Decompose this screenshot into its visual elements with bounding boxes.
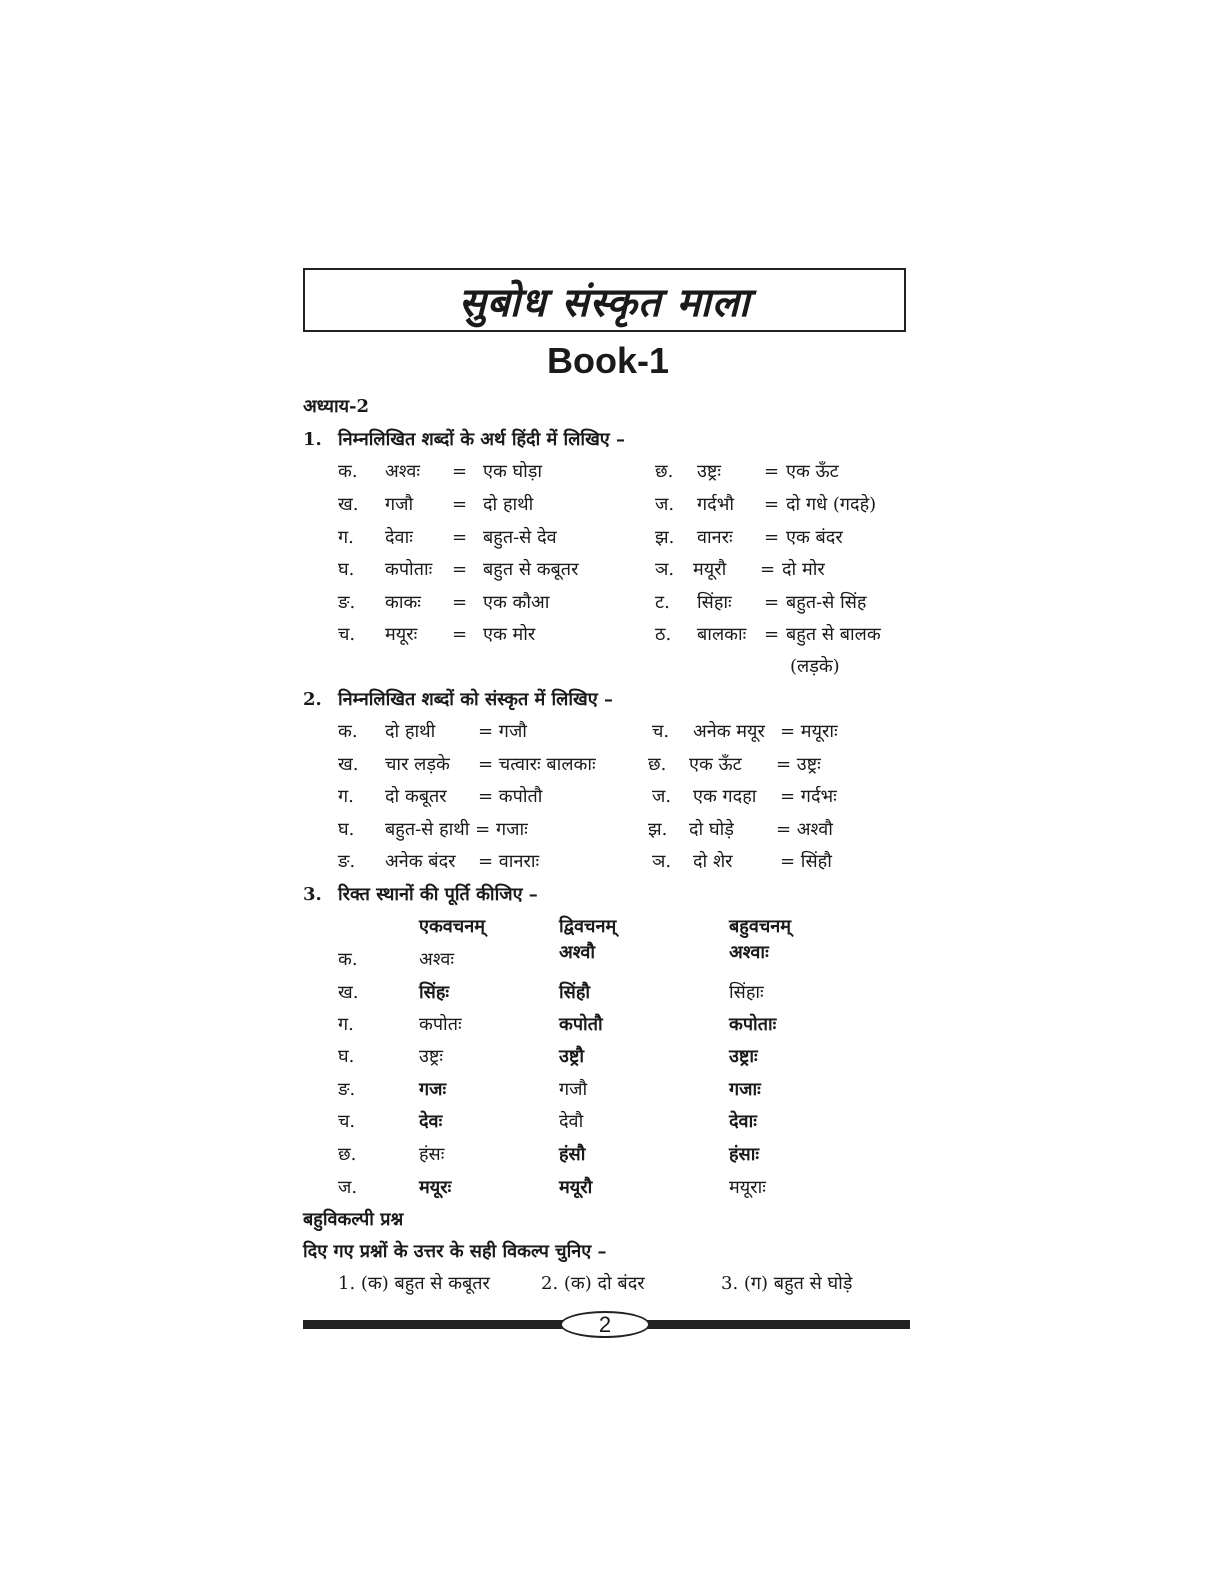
- q1-item-meaning: बहुत-से देव: [483, 527, 557, 548]
- q2-item-label: ज.: [652, 786, 672, 807]
- q1-item-equals: =: [764, 494, 780, 515]
- column-header-plural: बहुवचनम्: [729, 916, 792, 937]
- q2-item-answer: = अश्वौ: [776, 819, 833, 840]
- q1-item-label: ञ.: [655, 559, 675, 580]
- singular-cell: सिंहः: [419, 982, 450, 1003]
- series-title-box: [303, 268, 906, 332]
- q2-item-answer: = वानराः: [478, 851, 540, 872]
- dual-cell: मयूरौ: [559, 1177, 593, 1198]
- q1-item-meaning: एक घोड़ा: [483, 461, 543, 482]
- singular-cell: अश्वः: [419, 949, 455, 970]
- q3-number: 3.: [303, 884, 322, 905]
- q1-item-word: कपोताः: [385, 559, 433, 580]
- singular-cell: मयूरः: [419, 1177, 452, 1198]
- dual-cell: गजौ: [559, 1079, 588, 1100]
- q2-number: 2.: [303, 689, 322, 710]
- mcq-answer: 1. (क) बहुत से कबूतर: [338, 1273, 490, 1294]
- q2-item-answer: = सिंहौ: [780, 851, 832, 872]
- q1-item-label: च.: [338, 624, 356, 645]
- q1-question: निम्नलिखित शब्दों के अर्थ हिंदी में लिखिए –: [338, 429, 626, 450]
- column-header-singular: एकवचनम्: [419, 916, 485, 937]
- q2-item-label: घ.: [338, 819, 355, 840]
- q1-item-word: मयूरौ: [693, 559, 727, 580]
- q2-item-phrase: एक गदहा: [693, 786, 757, 807]
- q1-item-label: छ.: [655, 461, 674, 482]
- q1-item-meaning: एक कौआ: [483, 592, 550, 613]
- plural-cell: कपोताः: [729, 1014, 777, 1035]
- row-label: ज.: [338, 1177, 358, 1198]
- q2-item-label: ख.: [338, 754, 359, 775]
- q1-item-meaning: बहुत से कबूतर: [483, 559, 579, 580]
- q1-item-equals: =: [452, 624, 468, 645]
- q1-item-label: ख.: [338, 494, 359, 515]
- q1-item-meaning: दो मोर: [782, 559, 825, 580]
- plural-cell: गजाः: [729, 1079, 761, 1100]
- q1-item-label: ट.: [655, 592, 670, 613]
- q2-item-label: ग.: [338, 786, 354, 807]
- mcq-answer: 2. (क) दो बंदर: [541, 1273, 645, 1294]
- dual-cell: हंसौ: [559, 1144, 586, 1165]
- plural-cell: देवाः: [729, 1111, 757, 1132]
- dual-cell: सिंहौ: [559, 982, 591, 1003]
- q1-item-meaning-continuation: (लड़के): [790, 656, 840, 677]
- q1-item-equals: =: [764, 592, 780, 613]
- row-label: च.: [338, 1111, 356, 1132]
- plural-cell: उष्ट्राः: [729, 1046, 758, 1067]
- row-label: क.: [338, 949, 358, 970]
- q2-item-label: छ.: [648, 754, 667, 775]
- q1-item-word: सिंहाः: [697, 592, 732, 613]
- mcq-answer: 3. (ग) बहुत से घोड़े: [721, 1273, 853, 1294]
- dual-cell: कपोतौ: [559, 1014, 603, 1035]
- row-label: ग.: [338, 1014, 354, 1035]
- q1-item-equals: =: [452, 559, 468, 580]
- q1-number: 1.: [303, 429, 322, 450]
- mcq-heading: बहुविकल्पी प्रश्न: [303, 1209, 404, 1230]
- q2-item-label: क.: [338, 721, 358, 742]
- series-title: सुबोध संस्कृत माला: [458, 279, 751, 326]
- q1-item-equals: =: [452, 494, 468, 515]
- page-number: 2: [598, 1311, 612, 1337]
- q2-item-phrase: दो हाथी: [385, 721, 436, 742]
- q1-item-meaning: दो हाथी: [483, 494, 534, 515]
- q2-item-phrase: दो शेर: [693, 851, 733, 872]
- q2-item-phrase: दो घोड़े: [689, 819, 734, 840]
- q1-item-meaning: दो गधे (गदहे): [786, 494, 877, 515]
- q2-item-answer: = गजौ: [478, 721, 527, 742]
- q1-item-word: वानरः: [697, 527, 733, 548]
- q1-item-word: गजौ: [385, 494, 414, 515]
- q2-item-phrase: दो कबूतर: [385, 786, 447, 807]
- q1-item-meaning: एक मोर: [483, 624, 536, 645]
- q1-item-label: ज.: [655, 494, 675, 515]
- q1-item-word: बालकाः: [697, 624, 747, 645]
- plural-cell: मयूराः: [729, 1177, 766, 1198]
- q2-item-answer: = मयूराः: [780, 721, 838, 742]
- q1-item-word: मयूरः: [385, 624, 418, 645]
- singular-cell: उष्ट्रः: [419, 1046, 444, 1067]
- q2-item-label: ञ.: [652, 851, 672, 872]
- q2-item-answer: = चत्वारः बालकाः: [478, 754, 596, 775]
- singular-cell: गजः: [419, 1079, 447, 1100]
- page-number-badge: [560, 1311, 650, 1338]
- q2-item-phrase: अनेक मयूर: [693, 721, 765, 742]
- q1-item-meaning: एक ऊँट: [786, 461, 839, 482]
- dual-cell: देवौ: [559, 1111, 584, 1132]
- row-label: छ.: [338, 1144, 357, 1165]
- q1-item-equals: =: [760, 559, 776, 580]
- q2-item-label: ङ.: [338, 851, 356, 872]
- q1-item-label: ठ.: [655, 624, 672, 645]
- q1-item-label: ग.: [338, 527, 354, 548]
- q1-item-label: क.: [338, 461, 358, 482]
- row-label: घ.: [338, 1046, 355, 1067]
- q1-item-label: झ.: [655, 527, 675, 548]
- plural-cell: हंसाः: [729, 1144, 760, 1165]
- q2-item-phrase: एक ऊँट: [689, 754, 742, 775]
- q1-item-label: घ.: [338, 559, 355, 580]
- q1-item-equals: =: [452, 527, 468, 548]
- singular-cell: देवः: [419, 1111, 443, 1132]
- row-label: ङ.: [338, 1079, 356, 1100]
- singular-cell: हंसः: [419, 1144, 445, 1165]
- q1-item-meaning: एक बंदर: [786, 527, 843, 548]
- q2-item-phrase: बहुत-से हाथी = गजाः: [385, 819, 528, 840]
- q2-item-answer: = उष्ट्रः: [776, 754, 821, 775]
- q1-item-equals: =: [764, 624, 780, 645]
- q1-item-equals: =: [764, 461, 780, 482]
- row-label: ख.: [338, 982, 359, 1003]
- plural-cell: अश्वाः: [729, 942, 769, 963]
- q1-item-meaning: बहुत-से सिंह: [786, 592, 867, 613]
- q1-item-word: काकः: [385, 592, 421, 613]
- q1-item-word: अश्वः: [385, 461, 421, 482]
- q1-item-word: गर्दभौ: [697, 494, 735, 515]
- q2-item-answer: = कपोतौ: [478, 786, 543, 807]
- column-header-dual: द्विवचनम्: [559, 916, 617, 937]
- q1-item-meaning: बहुत से बालक: [786, 624, 881, 645]
- singular-cell: कपोतः: [419, 1014, 462, 1035]
- chapter-heading: अध्याय-2: [303, 396, 370, 417]
- q2-item-label: च.: [652, 721, 670, 742]
- mcq-instruction: दिए गए प्रश्नों के उत्तर के सही विकल्प चुनिए –: [303, 1241, 607, 1262]
- q2-item-label: झ.: [648, 819, 668, 840]
- dual-cell: उष्ट्रौ: [559, 1046, 585, 1067]
- book-title: Book-1: [546, 340, 669, 381]
- q1-item-equals: =: [452, 592, 468, 613]
- q2-item-phrase: चार लड़के: [385, 754, 450, 775]
- q2-question: निम्नलिखित शब्दों को संस्कृत में लिखिए –: [338, 689, 613, 710]
- q1-item-equals: =: [452, 461, 468, 482]
- q1-item-word: उष्ट्रः: [697, 461, 722, 482]
- q1-item-label: ङ.: [338, 592, 356, 613]
- q1-item-equals: =: [764, 527, 780, 548]
- dual-cell: अश्वौ: [559, 942, 596, 963]
- q1-item-word: देवाः: [385, 527, 413, 548]
- q2-item-answer: = गर्दभः: [780, 786, 837, 807]
- q3-question: रिक्त स्थानों की पूर्ति कीजिए –: [338, 884, 538, 905]
- plural-cell: सिंहाः: [729, 982, 764, 1003]
- q2-item-phrase: अनेक बंदर: [385, 851, 456, 872]
